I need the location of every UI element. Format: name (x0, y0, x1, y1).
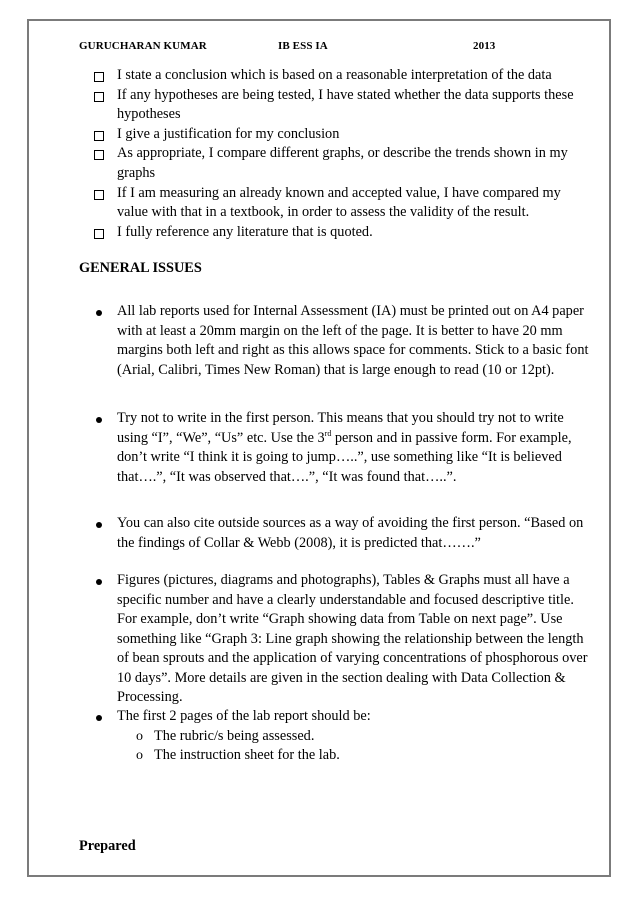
checklist-item (94, 125, 594, 145)
checklist-item (94, 223, 594, 243)
checklist-item-text: If any hypotheses are being tested, I have stated whether the data supports these hypotheses (117, 86, 574, 123)
checklist-item (94, 66, 594, 86)
superscript: rd (324, 428, 332, 438)
checklist-item-text: As appropriate, I compare different graphs, or describe the trends shown in my graphs (117, 145, 568, 181)
bullet-item (96, 514, 596, 553)
header-author: GURUCHARAN KUMAR (79, 40, 207, 52)
checkbox-icon (94, 150, 104, 160)
bullet-icon (96, 715, 102, 721)
bullet-list (96, 409, 596, 487)
hollow-bullet-icon: o (136, 728, 143, 744)
bullet-icon (96, 579, 102, 585)
checklist-item-text: I fully reference any literature that is quoted. (117, 223, 373, 240)
bullet-item (96, 707, 596, 766)
checkbox-icon (94, 72, 104, 82)
bullet-list (96, 514, 596, 553)
bullet-text: Figures (pictures, diagrams and photographs), Tables & Graphs must all have a specific number and have a clearly understandable and focused descriptive title. For example, don’t write “Graph showing data from Table on next page”. Use something like “Graph 3: Line graph showing the relationship between the length of bean sprouts and the application of varying concentrations of phosphorous over 10 days”. More details are given in the section dealing with Data Collection & Processing. (117, 572, 588, 705)
checkbox-icon (94, 92, 104, 102)
sub-list-text: The instruction sheet for the lab. (154, 747, 340, 763)
checklist-item-text: I give a justification for my conclusion (117, 125, 340, 142)
hollow-bullet-icon: o (136, 748, 143, 763)
sub-list-item (134, 727, 596, 747)
bullet-icon (96, 522, 102, 528)
checklist-item-text: If I am measuring an already known and accepted value, I have compared my value with that in a textbook, in order to assess the validity of the result. (117, 184, 561, 221)
bullet-item (96, 409, 596, 487)
bullet-item (96, 302, 596, 380)
sub-list (117, 727, 596, 766)
checkbox-icon (94, 131, 104, 141)
conclusion-checklist (94, 66, 594, 242)
bullet-item (96, 571, 596, 708)
header-year: 2013 (473, 40, 496, 52)
section-heading: GENERAL ISSUES (79, 260, 202, 276)
header-course: IB ESS IA (278, 40, 328, 52)
bullet-text: Try not to write in the first person. This means that you should try not to write using “I”, “We”, “Us” etc. Use the 3 (117, 410, 564, 446)
bullet-text: You can also cite outside sources as a way of avoiding the first person. “Based on the findings of Collar & Webb (2008), it is predicted that…….” (117, 515, 584, 551)
bullet-list (96, 302, 596, 380)
bullet-text-continued: person and in passive form. For example, don’t write “I think it is going to jump…..”, use something like “It is believed that….”, “It was observed that….”, “It was found that…..”. (117, 429, 572, 485)
bullet-list (96, 571, 596, 708)
checkbox-icon (94, 190, 104, 200)
sub-list-text: The rubric/s being assessed. (154, 727, 315, 744)
footer-label: Prepared (79, 838, 136, 854)
bullet-icon (96, 310, 102, 316)
checklist-item (94, 184, 594, 223)
checklist-item (94, 86, 594, 125)
bullet-text: All lab reports used for Internal Assessment (IA) must be printed out on A4 paper with at least a 20mm margin on the left of the page. It is better to have 20 mm margins both left and right as this allows space for comments. Stick to a basic font (Arial, Calibri, Times New Roman) that is large enough to read (10 or 12pt). (117, 303, 589, 378)
checklist-item-text: I state a conclusion which is based on a reasonable interpretation of the data (117, 67, 552, 83)
sub-list-item (134, 746, 596, 766)
checklist-item (94, 144, 594, 183)
bullet-list (96, 707, 596, 766)
bullet-text: The first 2 pages of the lab report should be: (117, 708, 371, 724)
bullet-icon (96, 417, 102, 423)
checkbox-icon (94, 229, 104, 239)
